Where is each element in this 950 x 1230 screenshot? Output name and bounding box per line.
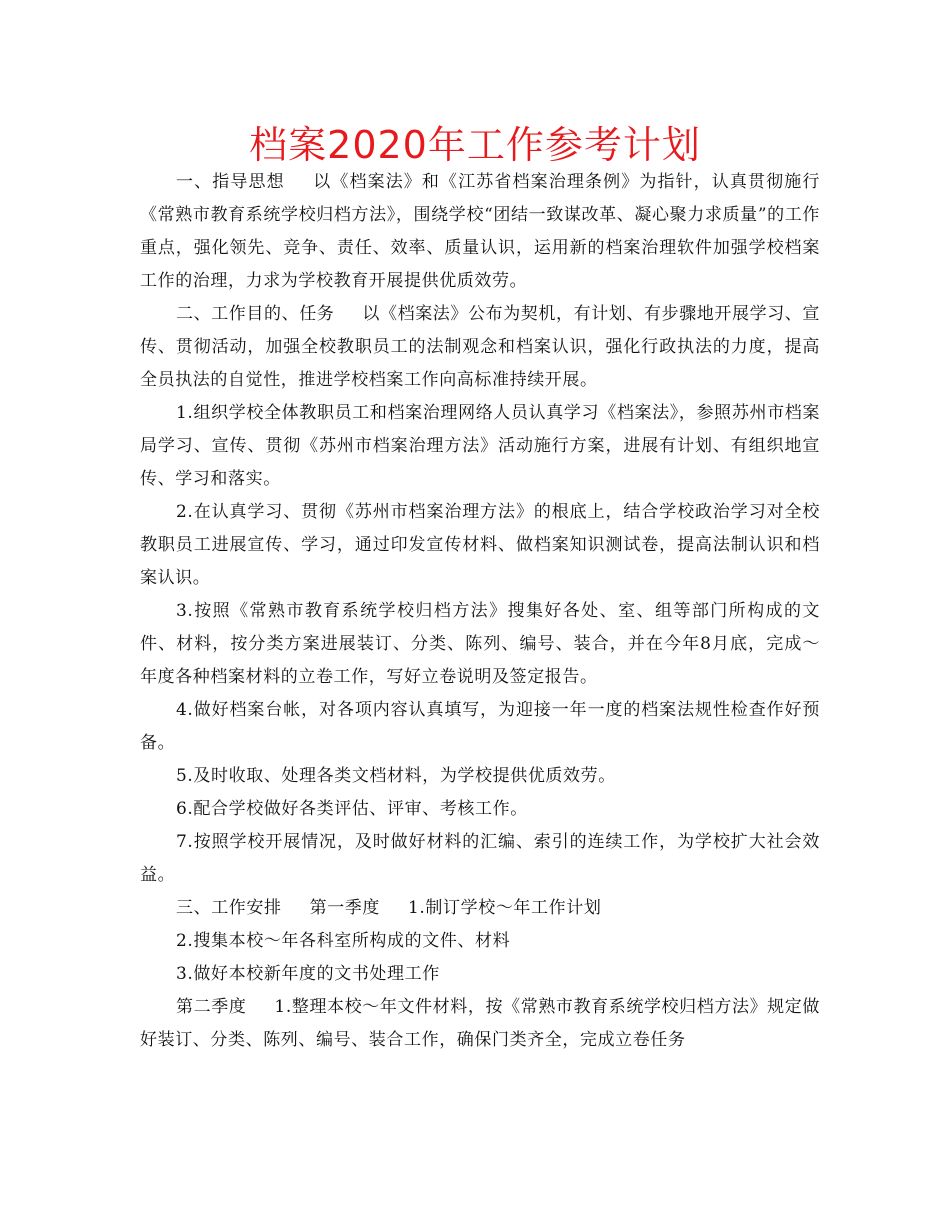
document-body bbox=[140, 166, 820, 1057]
list-item-4: 4.做好档案台帐，对各项内容认真填写，为迎接一年一度的档案法规性检查作好预备。 bbox=[140, 700, 820, 753]
quarter-label-1: 第一季度 bbox=[309, 898, 381, 918]
quarter-label-2: 第二季度 bbox=[176, 997, 247, 1017]
list-item-5: 5.及时收取、处理各类文档材料，为学校提供优质效劳。 bbox=[176, 766, 616, 786]
quarter-1-item-2: 2.搜集本校～年各科室所构成的文件、材料 bbox=[176, 931, 511, 951]
paragraph-guiding-thought bbox=[140, 166, 820, 298]
list-item-2: 2.在认真学习、贯彻《苏州市档案治理方法》的根底上，结合学校政治学习对全校教职员工进展宣传、学习，通过印发宣传材料、做档案知识测试卷，提高法制认识和档案认识。 bbox=[140, 502, 820, 588]
list-item-3: 3.按照《常熟市教育系统学校归档方法》搜集好各处、室、组等部门所构成的文件、材料，按分类方案进展装订、分类、陈列、编号、装合，并在今年8月底，完成～年度各种档案材料的立卷工作，写好立卷说明及签定报告。 bbox=[140, 601, 820, 687]
list-item-7: 7.按照学校开展情况，及时做好材料的汇编、索引的连续工作，为学校扩大社会效益。 bbox=[140, 832, 820, 885]
paragraph-text: 以《档案法》和《江苏省档案治理条例》为指针，认真贯彻施行《常熟市教育系统学校归档方法》，围绕学校“团结一致谋改革、凝心聚力求质量”的工作重点，强化领先、竞争、责任、效率、质量认识，运用新的档案治理软件加强学校档案工作的治理，力求为学校教育开展提供优质效劳。 bbox=[140, 172, 820, 291]
paragraph-goals bbox=[140, 298, 820, 397]
document-title: 档案2020年工作参考计划 bbox=[249, 123, 701, 167]
section-heading-3: 三、工作安排 bbox=[176, 898, 282, 918]
quarter-1-item-1: 1.制订学校～年工作计划 bbox=[408, 898, 602, 918]
paragraph-schedule-q1 bbox=[140, 892, 820, 925]
quarter-2-item-1: 1.整理本校～年文件材料，按《常熟市教育系统学校归档方法》规定做好装订、分类、陈列、编号、装合工作，确保门类齐全，完成立卷任务 bbox=[140, 997, 820, 1050]
quarter-1-item-3: 3.做好本校新年度的文书处理工作 bbox=[176, 964, 440, 984]
paragraph-text: 以《档案法》公布为契机，有计划、有步骤地开展学习、宣传、贯彻活动，加强全校教职员工的法制观念和档案认识，强化行政执法的力度，提高全员执法的自觉性，推进学校档案工作向高标准持续开展。 bbox=[140, 304, 821, 390]
list-item-1: 1.组织学校全体教职员工和档案治理网络人员认真学习《档案法》，参照苏州市档案局学习、宣传、贯彻《苏州市档案治理方法》活动施行方案，进展有计划、有组织地宣传、学习和落实。 bbox=[140, 403, 820, 489]
paragraph-schedule-q2 bbox=[140, 991, 820, 1057]
section-heading-1: 一、指导思想 bbox=[176, 172, 285, 192]
section-heading-2: 二、工作目的、任务 bbox=[176, 304, 335, 324]
list-item-6: 6.配合学校做好各类评估、评审、考核工作。 bbox=[176, 799, 528, 819]
